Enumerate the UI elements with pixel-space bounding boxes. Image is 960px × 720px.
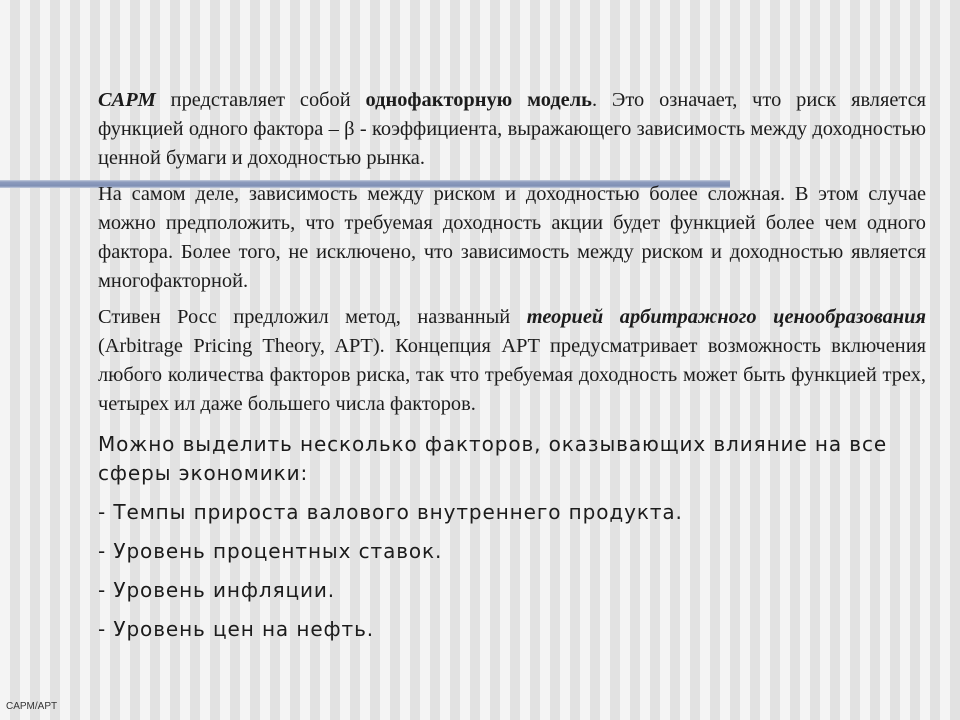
apt-text-a: Стивен Росс предложил метод, названный <box>98 306 527 328</box>
factors-intro: Можно выделить несколько факторов, оказывающих влияние на все сферы экономики: <box>98 432 888 485</box>
apt-paragraph <box>98 303 926 419</box>
apt-text-b: (Arbitrage Pricing Theory, APT). Концепция APT предусматривает возможность включения любого количества факторов риска, так что требуемая доходность может быть функцией трех, четырех ил даже большего числа факторов. <box>98 335 926 415</box>
factor-item-gdp: - Темпы прироста валового внутреннего продукта. <box>98 500 683 524</box>
capm-text-b: . Это означает, что риск является функцией одного фактора – β - коэффициента, выражающего зависимость между доходностью ценной бумаги и доходностью рынка. <box>98 89 927 169</box>
capm-term: CAPM <box>98 89 156 111</box>
slide-footer: CAPM/APT <box>6 701 58 712</box>
slide-content <box>98 86 926 644</box>
complexity-paragraph: На самом деле, зависимость между риском и доходностью более сложная. В этом случае можно предположить, что требуемая доходность акции будет функцией более чем одного фактора. Более того, не исключено, что зависимость между риском и доходностью является многофакторной. <box>98 183 926 292</box>
factor-item-inflation: - Уровень инфляции. <box>98 578 336 602</box>
capm-text-a: представляет собой <box>155 89 366 111</box>
apt-term: теорией арбитражного ценообразования <box>526 306 926 328</box>
capm-paragraph <box>98 86 926 173</box>
factor-item-oil-price: - Уровень цен на нефть. <box>98 617 375 641</box>
factor-item-interest-rates: - Уровень процентных ставок. <box>98 539 443 563</box>
single-factor-term: однофакторную модель <box>365 89 592 111</box>
